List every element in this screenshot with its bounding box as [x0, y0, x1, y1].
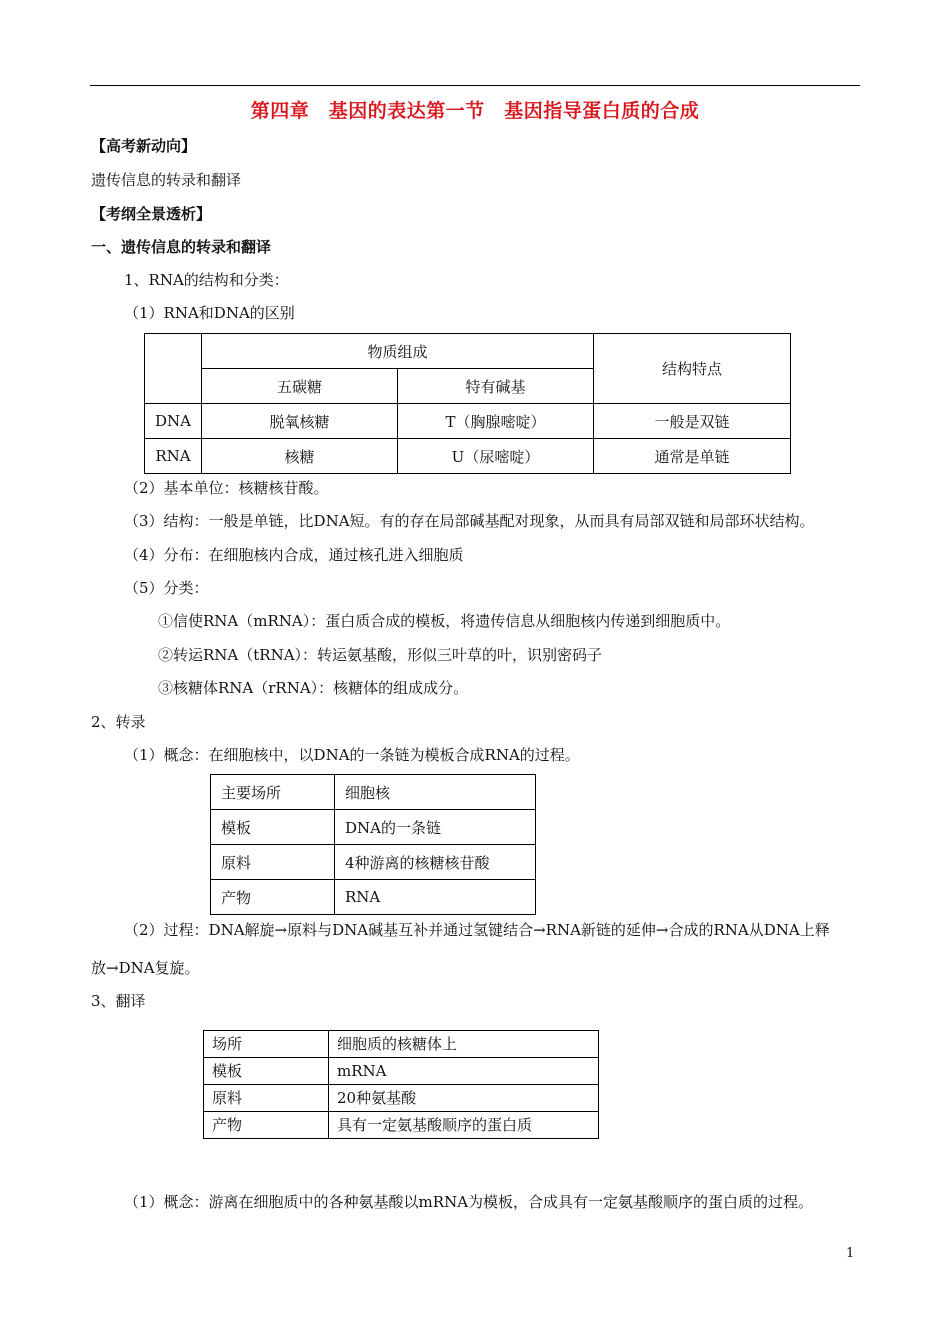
cell-key: 产物: [211, 880, 335, 915]
translation-table: [203, 1030, 599, 1139]
section-3-heading: 3、翻译: [91, 992, 146, 1010]
table-row: [211, 880, 536, 915]
row-name: RNA: [145, 439, 202, 474]
base-header: 特有碱基: [398, 369, 594, 404]
group-header: 物质组成: [202, 334, 594, 369]
heading-gaokao: 【高考新动向】: [91, 137, 197, 155]
trna-item: ②转运RNA（tRNA）：转运氨基酸，形似三叶草的叶，识别密码子: [158, 646, 603, 664]
section-1-heading: 一、遗传信息的转录和翻译: [91, 238, 272, 256]
rna-dna-table: [144, 333, 791, 474]
transcription-process-line1: （2）过程：DNA解旋→原料与DNA碱基互补并通过氢键结合→RNA新链的延伸→合成的RNA从DNA上释: [124, 921, 830, 939]
row-sugar: 核糖: [202, 439, 398, 474]
page-number: 1: [846, 1246, 855, 1261]
page-title: 第四章 基因的表达第一节 基因指导蛋白质的合成: [250, 100, 700, 122]
row-base: T（胸腺嘧啶）: [398, 404, 594, 439]
classification-heading: （5）分类：: [124, 579, 209, 597]
table-row: [211, 810, 536, 845]
structure-text: （3）结构：一般是单链，比DNA短。有的存在局部碱基配对现象，从而具有局部双链和局部环状结构。: [124, 512, 815, 530]
sugar-header: 五碳糖: [202, 369, 398, 404]
section-2-heading: 2、转录: [91, 713, 146, 731]
row-struct: 通常是单链: [594, 439, 791, 474]
cell-key: 场所: [204, 1031, 329, 1058]
row-sugar: 脱氧核糖: [202, 404, 398, 439]
transcription-concept: （1）概念：在细胞核中，以DNA的一条链为模板合成RNA的过程。: [124, 746, 580, 764]
mrna-item: ①信使RNA（mRNA）：蛋白质合成的模板，将遗传信息从细胞核内传递到细胞质中。: [158, 612, 731, 630]
row-name: DNA: [145, 404, 202, 439]
cell-key: 模板: [211, 810, 335, 845]
table-row: [211, 775, 536, 810]
cell-value: 细胞质的核糖体上: [329, 1031, 599, 1058]
transcription-process-line2: 放→DNA复旋。: [91, 959, 200, 977]
cell-key: 原料: [204, 1085, 329, 1112]
difference-heading: （1）RNA和DNA的区别: [124, 304, 295, 322]
struct-header: 结构特点: [594, 334, 791, 404]
cell-key: 模板: [204, 1058, 329, 1085]
header-rule: [90, 85, 860, 86]
rna-structure-heading: 1、RNA的结构和分类：: [124, 271, 289, 289]
basic-unit-text: （2）基本单位：核糖核苷酸。: [124, 479, 329, 497]
cell-value: 20种氨基酸: [329, 1085, 599, 1112]
cell-value: 具有一定氨基酸顺序的蛋白质: [329, 1112, 599, 1139]
row-struct: 一般是双链: [594, 404, 791, 439]
cell-key: 产物: [204, 1112, 329, 1139]
table-row: [145, 439, 791, 474]
table-row: [204, 1112, 599, 1139]
transcription-table: [210, 774, 536, 915]
distribution-text: （4）分布：在细胞核内合成，通过核孔进入细胞质: [124, 546, 464, 564]
cell-value: 细胞核: [335, 775, 536, 810]
cell-value: DNA的一条链: [335, 810, 536, 845]
cell-key: 主要场所: [211, 775, 335, 810]
rrna-item: ③核糖体RNA（rRNA）：核糖体的组成成分。: [158, 679, 469, 697]
table-corner-cell: [145, 334, 202, 404]
cell-key: 原料: [211, 845, 335, 880]
translation-concept: （1）概念：游离在细胞质中的各种氨基酸以mRNA为模板，合成具有一定氨基酸顺序的蛋白质的过程。: [124, 1193, 814, 1211]
table-row: [211, 845, 536, 880]
cell-value: 4种游离的核糖核苷酸: [335, 845, 536, 880]
table-row: [145, 404, 791, 439]
cell-value: RNA: [335, 880, 536, 915]
cell-value: mRNA: [329, 1058, 599, 1085]
heading-kaogang: 【考纲全景透析】: [91, 205, 212, 223]
gaokao-text: 遗传信息的转录和翻译: [91, 171, 242, 189]
row-base: U（尿嘧啶）: [398, 439, 594, 474]
table-row: [204, 1058, 599, 1085]
table-row: [204, 1085, 599, 1112]
table-row: [204, 1031, 599, 1058]
